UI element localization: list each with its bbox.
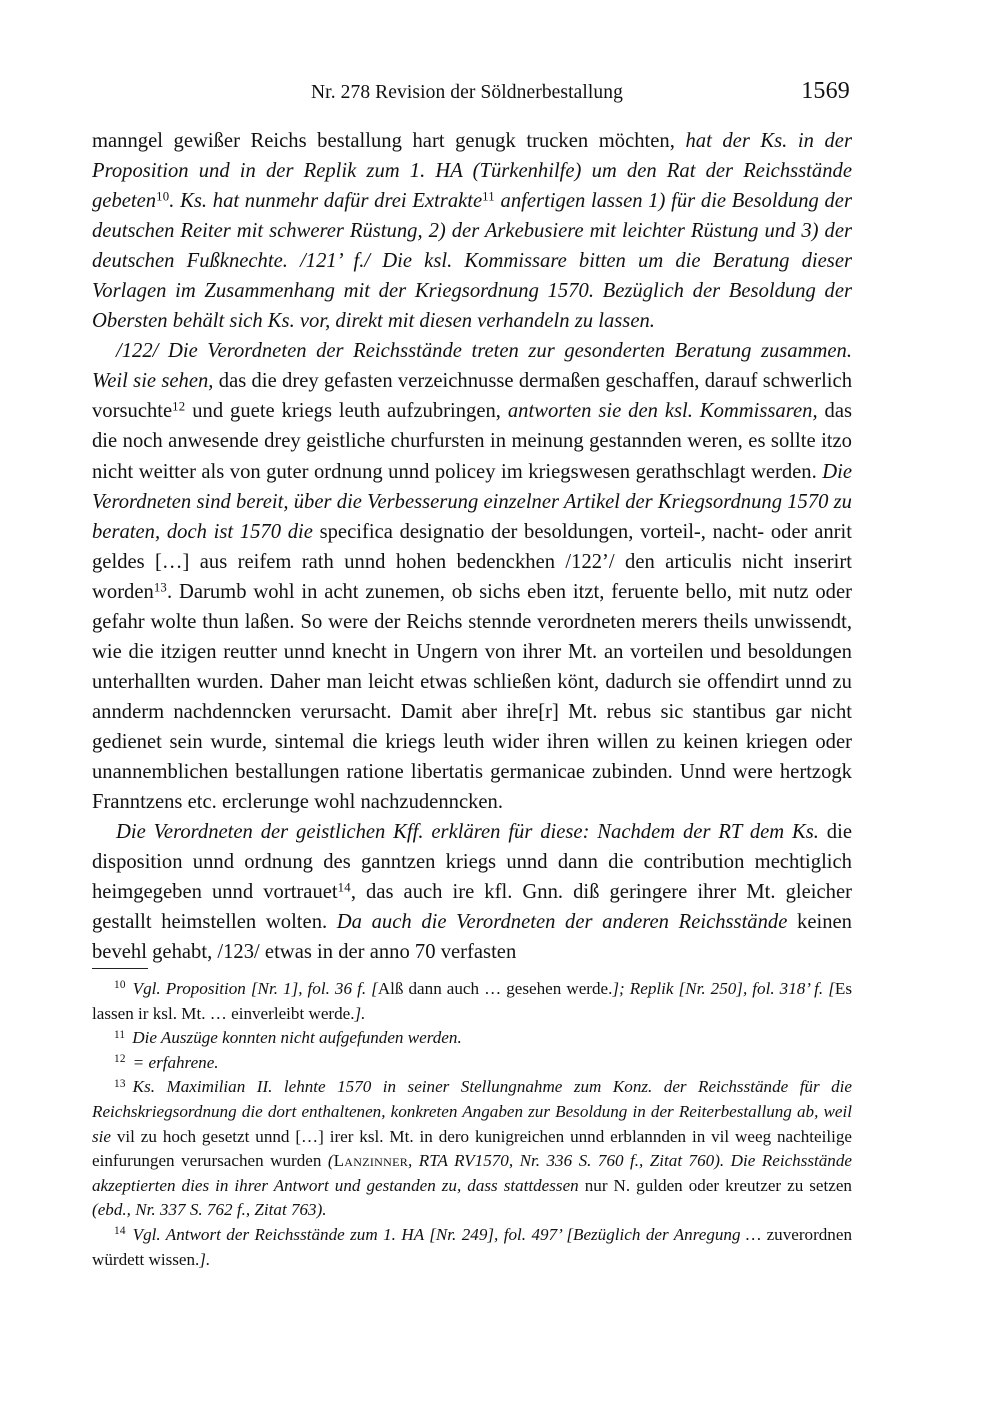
- running-head: [92, 78, 850, 104]
- footnote-reference[interactable]: 10: [156, 189, 170, 204]
- roman-run: specifica designatio der besoldungen, vorteil-, nacht- oder anrit geldes […] aus reifem rath unnd hohen bedenckhen /122’/ den articulis nicht inserirt worden: [92, 520, 852, 603]
- italic-run: Die Auszüge konnten nicht aufgefunden werden.: [132, 1028, 462, 1048]
- running-head-title: Nr. 278 Revision der Söldnerbestallung: [311, 82, 623, 103]
- roman-run: . Darumb wohl in acht zunemen, ob sichs eben itzt, feruente bello, mit nutz oder gefahr wolte thun laßen. So were der Reichs stennde verordneten merers theils unwissendt, wie die itzigen reutter unnd knecht in Ungern von ihrer Mt. an vorteilen und besoldungen unterhallten wurden. Daher man leicht etwas schließen könt, dadurch sie offendirt unnd zu annderm nachdenncken verursacht. Damit aber ihre[r] Mt. rebus sic stantibus gar nicht gedienet sein wurde, sintemal die kriegs leuth wider ihren willen zu keinen kriegen oder unannemblichen bestallungen ratione libertatis germanicae zubinden. Unnd were hertzogk Franntzens etc. erclerunge wohl nachzudenncken.: [92, 580, 852, 814]
- footnote-list: [92, 977, 852, 1272]
- roman-run: keinen bevehl gehabt, /123/ etwas in der anno 70 verfasten: [92, 911, 852, 964]
- roman-run: nur N. gulden oder kreutzer zu setzen: [578, 1175, 852, 1195]
- footnote-entry: [92, 977, 852, 1026]
- footnote-number[interactable]: 14: [114, 1225, 126, 1238]
- small-caps-run: Lanzinner: [333, 1151, 409, 1171]
- footnote-reference[interactable]: 12: [172, 399, 186, 414]
- roman-run: manngel gewißer Reichs bestallung hart genugk trucken möchten,: [92, 130, 686, 152]
- italic-run: Vgl. Antwort der Reichsstände zum 1. HA [Nr. 249], fol. 497’ [Bezüglich der Anregung …: [132, 1224, 767, 1244]
- body-paragraph: [92, 126, 852, 336]
- italic-run: ]; Replik [Nr. 250], fol. 318’ f. [: [612, 979, 835, 998]
- italic-run: (ebd., Nr. 337 S. 762 f., Zitat 763).: [92, 1200, 327, 1220]
- footnote-entry: [92, 1223, 852, 1272]
- italic-run: ].: [354, 1003, 366, 1023]
- roman-run: die disposition unnd ordnung des ganntzen kriegs unnd dann die contribution mechtiglich heimgegeben unnd vortrauet: [92, 821, 852, 904]
- italic-run: Ks. Maximilian II. lehnte 1570 in seiner Stellungnahme zum Konz. der Reichsstände für die Reichskriegsordnung die dort enthaltenen, konkreten Angaben zur Besoldung in der Reiterbestallung ab, weil sie: [92, 1077, 852, 1146]
- footnote-reference[interactable]: 11: [482, 189, 495, 204]
- footnote-number[interactable]: 10: [114, 979, 126, 992]
- footnote-number[interactable]: 12: [114, 1053, 126, 1066]
- footnote-entry: [92, 1026, 852, 1051]
- italic-run: = erfahrene.: [132, 1052, 219, 1072]
- italic-run: ].: [199, 1249, 211, 1269]
- roman-run: , das auch ire kfl. Gnn. diß geringere ihrer Mt. gleicher gestallt heimstellen wolten.: [92, 881, 852, 934]
- footnote-reference[interactable]: 13: [153, 580, 167, 595]
- body-paragraph: [92, 817, 852, 967]
- page-number: 1569: [801, 78, 850, 104]
- footnote-entry: [92, 1075, 852, 1223]
- italic-run: /122/ Die Verordneten der Reichsstände treten zur gesonderten Beratung zusammen. Weil sie sehen,: [92, 340, 852, 393]
- footnote-separator-rule: [92, 968, 148, 969]
- roman-run: vil zu hoch gesetzt unnd […] irer ksl. Mt. in dero kunigreichen unnd erblannden in vil weeg nachteilige einfurungen verursachen wurden: [92, 1126, 852, 1171]
- roman-run: zuverordnen würdett wissen.: [92, 1224, 852, 1269]
- italic-run: (: [327, 1151, 334, 1171]
- italic-run: Vgl. Proposition [Nr. 1], fol. 36 f. [: [132, 979, 378, 998]
- footnote-number[interactable]: 13: [114, 1077, 126, 1090]
- body-text-block: [92, 126, 852, 967]
- italic-run: , RTA RV1570, Nr. 336 S. 760 f., Zitat 760). Die Reichsstände akzeptierten dies in ihrer Antwort und gestanden zu, dass stattdessen: [92, 1151, 852, 1195]
- roman-run: das die noch anwesende drey geistliche churfursten in meinung gestannden weren, es sollte itzo nicht weitter als von guter ordnung unnd policey im kriegswesen gerathschlagt werden.: [92, 400, 852, 483]
- italic-run: Da auch die Verordneten der anderen Reichsstände: [336, 911, 788, 934]
- roman-run: Es lassen ir ksl. Mt. … einverleibt werde.: [92, 979, 852, 1023]
- italic-run: . Ks. hat nunmehr dafür drei Extrakte: [169, 190, 483, 213]
- italic-run: antworten sie den ksl. Kommissaren,: [507, 400, 818, 423]
- italic-run: Die Verordneten sind bereit, über die Verbesserung einzelner Artikel der Kriegsordnung 1570 zu beraten, doch ist 1570 die: [92, 460, 852, 543]
- roman-run: und guete kriegs leuth aufzubringen,: [185, 400, 508, 423]
- footnote-entry: [92, 1051, 852, 1076]
- footnote-number[interactable]: 11: [114, 1028, 126, 1041]
- italic-run: Die Verordneten der geistlichen Kff. erklären für diese: Nachdem der RT dem Ks.: [116, 821, 819, 844]
- footnote-area: [92, 968, 852, 1272]
- italic-run: anfertigen lassen 1) für die Besoldung der deutschen Reiter mit schwerer Rüstung, 2) der Arkebusiere mit leichter Rüstung und 3) der deutschen Fußknechte. /121’ f./ Die ksl. Kommissare bitten um die Beratung dieser Vorlagen im Zusammenhang mit der Kriegsordnung 1570. Bezüglich der Besoldung der Obersten behält sich Ks. vor, direkt mit diesen verhandeln zu lassen.: [92, 190, 852, 333]
- footnote-reference[interactable]: 14: [337, 880, 351, 895]
- roman-run: das die drey gefasten verzeichnusse dermaßen geschaffen, darauf schwerlich vorsuchte: [92, 370, 852, 423]
- body-paragraph: [92, 336, 852, 817]
- italic-run: hat der Ks. in der Proposition und in der Replik zum 1. HA (Türkenhilfe) um den Rat der Reichsstände gebeten: [92, 130, 852, 213]
- roman-run: Alß dann auch … gesehen werde.: [377, 979, 613, 998]
